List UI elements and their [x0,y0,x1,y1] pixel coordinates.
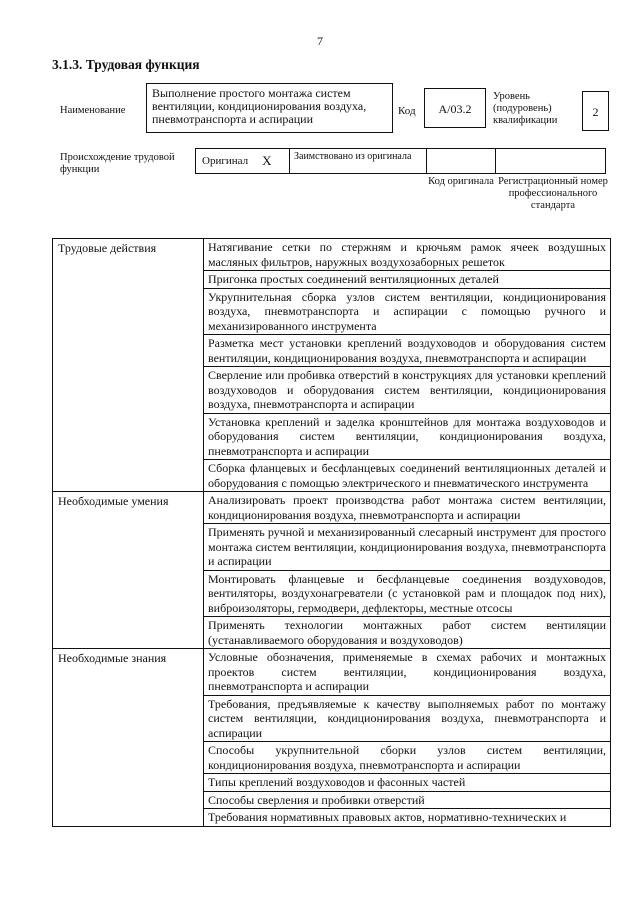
table-row [53,492,611,524]
function-name-value: Выполнение простого монтажа систем вентиляции, кондиционирования воздуха, пневмотранспорта и аспирации [146,83,393,133]
table-row [53,649,611,696]
qualification-level-label: Уровень (подуровень) квалификации [493,91,558,126]
original-code-caption: Код оригинала [428,176,494,187]
original-code-cell [426,148,496,174]
section-category: Необходимые умения [53,492,204,649]
section-title: 3.1.3. Трудовая функция [52,57,200,72]
section-item: Способы укрупнительной сборки узлов систем вентиляции, кондиционирования воздуха, пневмотранспорта и аспирации [204,742,611,774]
name-label: Наименование [60,105,126,116]
section-item: Установка креплений и заделка кронштейнов для монтажа воздуховодов и оборудования систем вентиляции, кондиционирования воздуха, пневмотранспорта и аспирации [204,413,611,460]
section-item: Применять технологии монтажных работ систем вентиляции (устанавливаемого оборудования и воздуховодов) [204,617,611,649]
section-item: Анализировать проект производства работ монтажа систем вентиляции, кондиционирования воздуха, пневмотранспорта и аспирации [204,492,611,524]
section-item: Способы сверления и пробивки отверстий [204,791,611,809]
section-item: Пригонка простых соединений вентиляционных деталей [204,271,611,289]
section-item: Условные обозначения, применяемые в схемах рабочих и монтажных проектов систем вентиляции, кондиционирования воздуха, пневмотранспорта и аспирации [204,649,611,696]
qualification-level-value: 2 [582,91,609,131]
code-label: Код [398,105,416,117]
section-item: Сверление или пробивка отверстий в конструкциях для установки креплений воздуховодов и оборудования систем вентиляции, кондиционирования воздуха, пневмотранспорта и аспирации [204,367,611,414]
origin-original-cell [195,148,290,174]
section-item: Типы креплений воздуховодов и фасонных частей [204,774,611,792]
section-item: Монтировать фланцевые и бесфланцевые соединения воздуховодов, вентиляторы, воздухонагреватели (с установкой рам и площадок под них), виброизоляторы, гермодвери, дефлекторы, местные отсосы [204,570,611,617]
table-row [53,239,611,271]
origin-table [196,148,609,174]
section-item: Требования нормативных правовых актов, нормативно-технических и [204,809,611,827]
original-mark: X [262,153,272,168]
registration-number-caption: Регистрационный номер профессионального стандарта [498,176,608,211]
section-category: Необходимые знания [53,649,204,827]
section-item: Сборка фланцевых и бесфланцевых соединений вентиляционных деталей и оборудования с помощью электрического и пневматического инструмента [204,460,611,492]
borrowed-label: Заимствовано из оригинала [289,148,427,174]
section-item: Требования, предъявляемые к качеству выполняемых работ по монтажу систем вентиляции, кондиционирования воздуха, пневмотранспорта и аспирации [204,695,611,742]
original-label: Оригинал [202,155,249,167]
page-number: 7 [317,34,323,48]
function-code-value: А/03.2 [424,88,486,128]
section-item: Укрупнительная сборка узлов систем вентиляции, кондиционирования воздуха, пневмотранспорта и аспирации с помощью ручного и механизированного инструмента [204,288,611,335]
labor-function-table [52,238,611,827]
section-category: Трудовые действия [53,239,204,492]
registration-number-cell [495,148,606,174]
section-item: Разметка мест установки креплений воздуховодов и оборудования систем вентиляции, кондиционирования воздуха, пневмотранспорта и аспирации [204,335,611,367]
section-item: Натягивание сетки по стержням и крючьям рамок ячеек воздушных масляных фильтров, наружных воздухозаборных решеток [204,239,611,271]
origin-label: Происхождение трудовой функции [60,152,175,175]
section-item: Применять ручной и механизированный слесарный инструмент для простого монтажа систем вентиляции, кондиционирования воздуха, пневмотранспорта и аспирации [204,524,611,571]
